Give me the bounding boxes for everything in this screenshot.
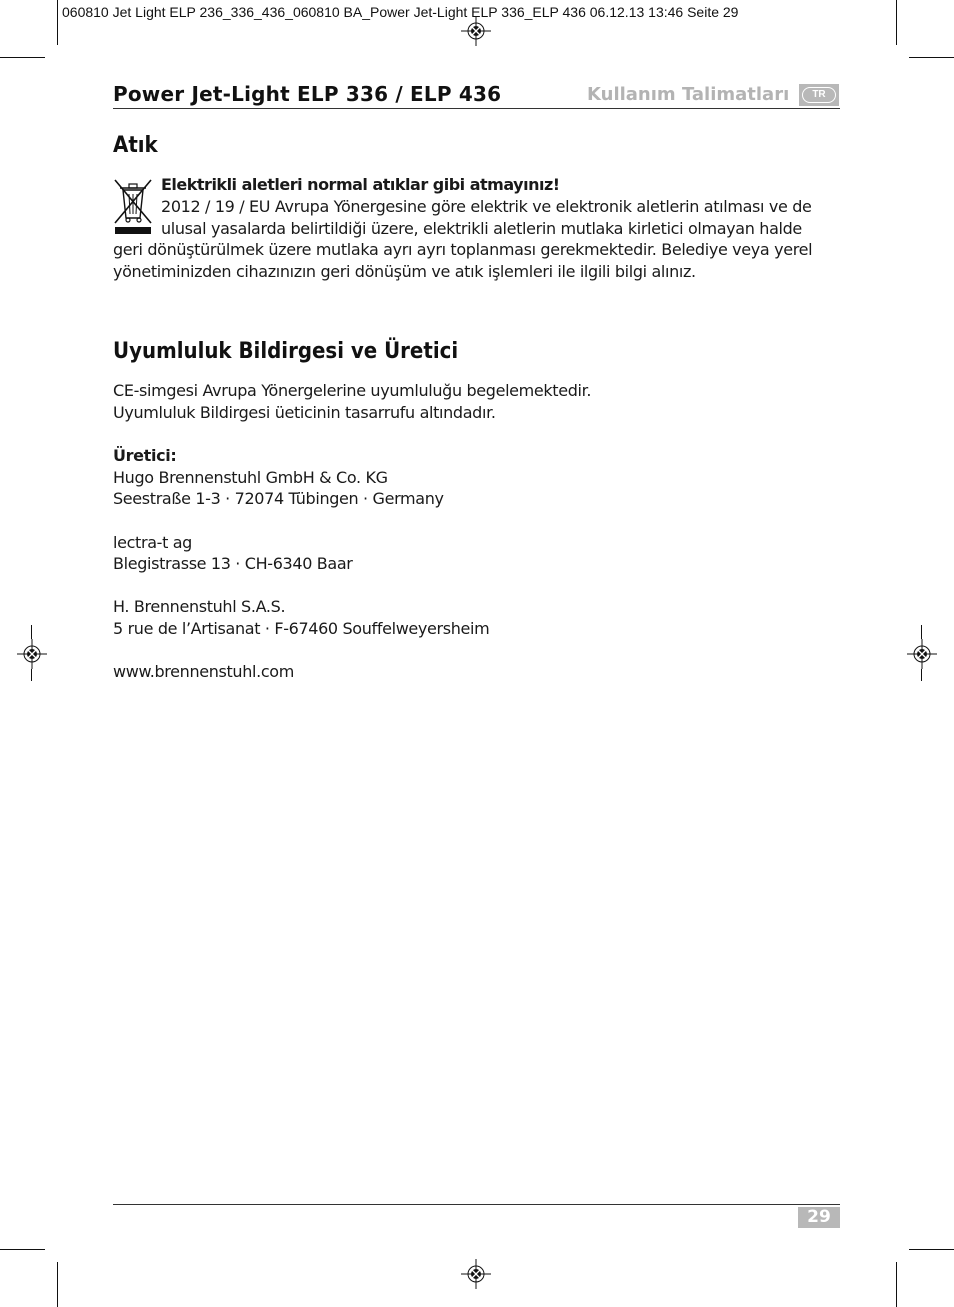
disposal-warning: Elektrikli aletleri normal atıklar gibi atmayınız!: [161, 175, 560, 194]
disposal-heading: Atık: [113, 133, 158, 158]
crop-mark: [909, 1249, 954, 1250]
registration-mark-icon: [461, 1259, 491, 1289]
company-address: Seestraße 1-3 · 72074 Tübingen · Germany: [113, 489, 444, 508]
header-rule: [113, 108, 840, 109]
conformity-line: Uyumluluk Bildirgesi üeticinin tasarrufu altındadır.: [113, 403, 496, 422]
registration-tick: [31, 625, 32, 639]
registration-mark-icon: [461, 16, 491, 46]
registration-mark-icon: [17, 639, 47, 669]
document-title: Power Jet-Light ELP 336 / ELP 436: [113, 82, 502, 106]
manufacturer-label: Üretici:: [113, 446, 177, 465]
crop-mark: [0, 1249, 45, 1250]
conformity-line: CE-simgesi Avrupa Yönergelerine uyumluluğu begelemektedir.: [113, 381, 592, 400]
crop-mark: [909, 57, 954, 58]
company-address: Blegistrasse 13 · CH-6340 Baar: [113, 554, 353, 573]
weee-crossed-bin-icon: [113, 177, 153, 235]
registration-tick: [921, 625, 922, 639]
crop-mark: [896, 1262, 897, 1307]
website-link[interactable]: www.brennenstuhl.com: [113, 662, 294, 681]
company-name: lectra-t ag: [113, 533, 192, 552]
disposal-line: ulusal yasalarda belirtildiği üzere, elektrikli aletlerin mutlaka kirletici olmayan halde: [161, 219, 802, 238]
page-number: 29: [798, 1207, 840, 1228]
registration-tick: [921, 669, 922, 681]
registration-mark-icon: [907, 639, 937, 669]
language-badge: [799, 84, 839, 106]
company-name: Hugo Brennenstuhl GmbH & Co. KG: [113, 468, 388, 487]
footer-rule: [113, 1204, 840, 1205]
crop-mark: [0, 57, 45, 58]
registration-tick: [31, 669, 32, 681]
section-label: Kullanım Talimatları: [587, 84, 790, 105]
disposal-line: yönetiminizden cihazınızın geri dönüşüm ve atık işlemleri ile ilgili bilgi alınız.: [113, 262, 696, 281]
language-code: TR: [802, 87, 836, 103]
disposal-line: 2012 / 19 / EU Avrupa Yönergesine göre elektrik ve elektronik aletlerin atılması ve de: [161, 197, 812, 216]
crop-mark: [57, 1262, 58, 1307]
crop-mark: [57, 0, 58, 45]
company-address: 5 rue de l’Artisanat · F-67460 Souffelweyersheim: [113, 619, 490, 638]
conformity-heading: Uyumluluk Bildirgesi ve Üretici: [113, 339, 459, 364]
print-header: 060810 Jet Light ELP 236_336_436_060810 BA_Power Jet-Light ELP 336_ELP 436 06.12.13 13:46 Seite 29: [62, 4, 739, 20]
disposal-line: geri dönüştürülmek üzere mutlaka ayrı ayrı toplanması gerekmektedir. Belediye veya yerel: [113, 240, 813, 259]
company-name: H. Brennenstuhl S.A.S.: [113, 597, 286, 616]
crop-mark: [896, 0, 897, 45]
